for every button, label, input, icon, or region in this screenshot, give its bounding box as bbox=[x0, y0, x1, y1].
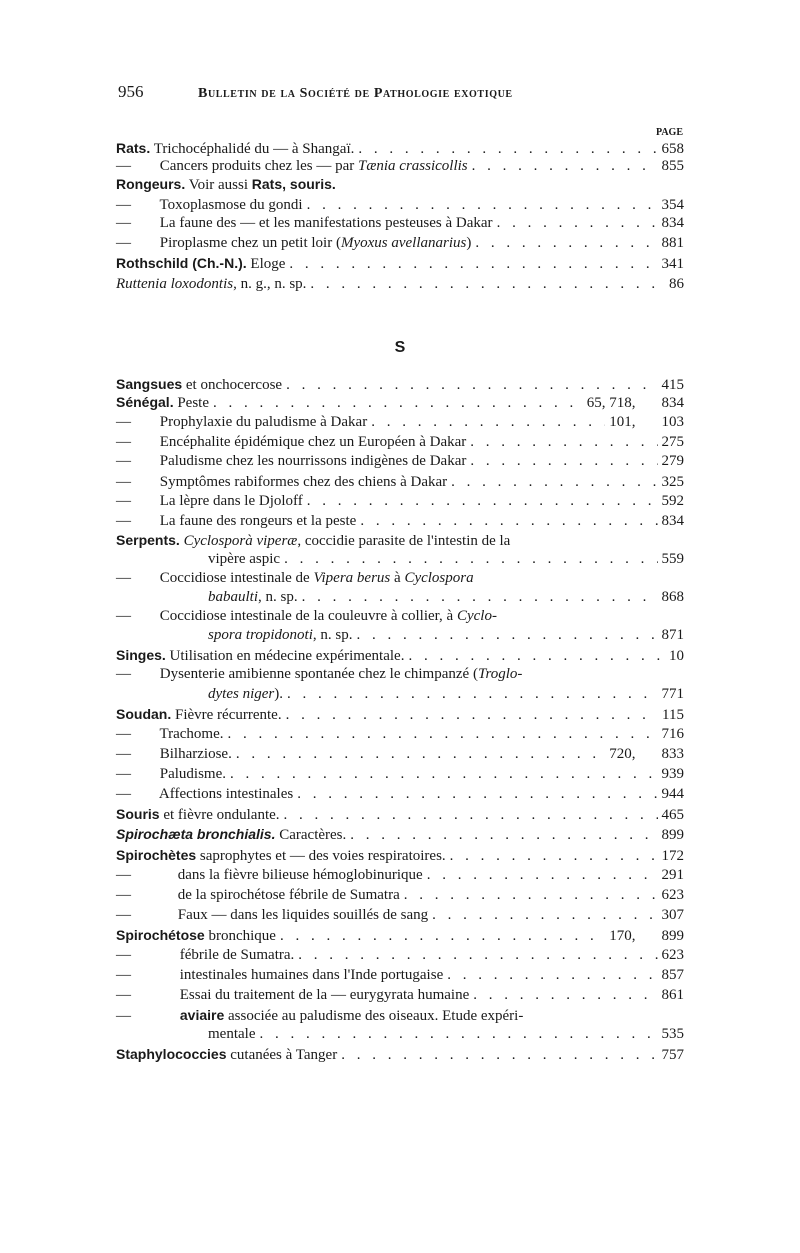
entry-dash: — bbox=[116, 513, 131, 529]
entry-head: Spirochæta bronchialis. bbox=[116, 826, 276, 842]
leader-dots bbox=[475, 234, 657, 252]
entry-text: et fièvre ondulante. bbox=[159, 807, 280, 823]
index-entry bbox=[116, 531, 684, 550]
index-entry bbox=[116, 234, 684, 252]
entry-italic: Cyclosporà viperæ bbox=[183, 533, 298, 549]
index-entry bbox=[116, 866, 684, 884]
leader-dots bbox=[228, 725, 658, 743]
entry-page: 86 bbox=[669, 276, 684, 292]
entry-page: 834 bbox=[661, 395, 684, 411]
leader-dots bbox=[289, 255, 657, 273]
entry-dash: — bbox=[116, 158, 131, 174]
leader-dots bbox=[432, 906, 657, 924]
index-entry bbox=[116, 452, 684, 470]
entry-head: Serpents. bbox=[116, 532, 180, 548]
entry-text: saprophytes et — des voies respiratoires. bbox=[196, 848, 446, 864]
entry-dash: — bbox=[116, 608, 131, 624]
entry-text: Symptômes rabiformes chez des chiens à Dakar bbox=[156, 474, 448, 490]
index-entry bbox=[116, 550, 684, 568]
entry-head: Souris bbox=[116, 806, 160, 822]
entry-text: intestinales humaines dans l'Inde portugaise bbox=[176, 967, 444, 983]
entry-page: 592 bbox=[661, 493, 684, 509]
entry-head: Singes. bbox=[116, 647, 166, 663]
leader-dots bbox=[297, 785, 657, 803]
leader-dots bbox=[298, 946, 657, 964]
index-entry bbox=[116, 886, 684, 904]
leader-dots bbox=[302, 588, 658, 606]
index-entry bbox=[116, 275, 684, 293]
entry-dash: — bbox=[116, 746, 131, 762]
leader-dots bbox=[307, 492, 658, 510]
leader-dots bbox=[287, 685, 658, 703]
index-entry bbox=[116, 926, 684, 945]
entry-page: 834 bbox=[661, 215, 684, 231]
leader-dots bbox=[286, 376, 657, 394]
index-entry bbox=[116, 906, 684, 924]
entry-italic: Troglo- bbox=[477, 666, 523, 682]
entry-dash: — bbox=[116, 474, 131, 490]
leader-dots bbox=[259, 1025, 657, 1043]
leader-dots bbox=[280, 927, 605, 945]
entry-italic: Myoxus avellanarius bbox=[340, 235, 467, 251]
entry-text: Paludisme chez les nourrissons indigènes de Dakar bbox=[156, 453, 467, 469]
entry-continuation: babaulti bbox=[208, 589, 259, 605]
entry-text: Trachome. bbox=[156, 726, 224, 742]
entry-italic: Cyclospora bbox=[404, 570, 474, 586]
entry-text: Encéphalite épidémique chez un Européen à Dakar bbox=[156, 434, 467, 450]
entry-page: 341 bbox=[661, 256, 684, 272]
entry-page: 307 bbox=[661, 907, 684, 923]
entry-page: 291 bbox=[661, 867, 684, 883]
index-entry bbox=[116, 805, 684, 824]
leader-dots bbox=[470, 433, 657, 451]
entry-continuation: vipère aspic bbox=[208, 551, 281, 567]
entry-dash: — bbox=[116, 726, 131, 742]
entry-page: 871 bbox=[661, 627, 684, 643]
entry-head: Soudan. bbox=[116, 706, 172, 722]
entry-page: 855 bbox=[661, 158, 684, 174]
entry-text: et onchocercose bbox=[182, 377, 283, 393]
entry-page: 833 bbox=[661, 746, 684, 762]
entry-text: Bilharziose. bbox=[156, 746, 232, 762]
entry-italic: Vipera berus bbox=[313, 570, 391, 586]
index-entry bbox=[116, 785, 684, 803]
entry-text: Peste bbox=[173, 395, 210, 411]
leader-dots bbox=[307, 196, 658, 214]
entry-italic: Ruttenia loxodontis bbox=[116, 276, 234, 292]
entry-page: 535 bbox=[661, 1026, 684, 1042]
leader-dots bbox=[310, 275, 660, 293]
entry-page-mid: 101, bbox=[609, 414, 636, 430]
entry-dash: — bbox=[116, 235, 131, 251]
index-entry bbox=[116, 825, 684, 844]
entry-bold: Rats, souris. bbox=[251, 176, 336, 192]
entry-text: Eloge bbox=[246, 256, 286, 272]
section-letter: S bbox=[394, 339, 406, 356]
entry-text: à bbox=[390, 570, 405, 586]
index-entry bbox=[116, 745, 684, 763]
entry-dash: — bbox=[116, 493, 131, 509]
running-head: Bulletin de la Société de Pathologie exotique bbox=[198, 86, 513, 101]
entry-page: 939 bbox=[661, 766, 684, 782]
index-entry bbox=[116, 986, 684, 1004]
entry-dash: — bbox=[116, 766, 131, 782]
index-entry bbox=[116, 588, 684, 606]
entry-dash: — bbox=[116, 1008, 131, 1024]
entry-dash: — bbox=[116, 907, 131, 923]
entry-head: Spirochétose bbox=[116, 927, 205, 943]
entry-page: 275 bbox=[661, 434, 684, 450]
entry-continuation-tail: ). bbox=[274, 686, 283, 702]
index-entry bbox=[116, 375, 684, 394]
entry-page-mid: 65, 718, bbox=[586, 395, 636, 411]
index-entry bbox=[116, 665, 684, 683]
entry-head: Rongeurs. bbox=[116, 176, 186, 192]
entry-text: Prophylaxie du paludisme à Dakar bbox=[156, 414, 368, 430]
entry-dash: — bbox=[116, 197, 131, 213]
entry-dash: — bbox=[116, 947, 131, 963]
entry-text: cutanées à Tanger bbox=[226, 1047, 338, 1063]
entry-text: Paludisme. bbox=[156, 766, 226, 782]
entry-dash: — bbox=[116, 967, 131, 983]
index-entry bbox=[116, 214, 684, 232]
index-entry bbox=[116, 569, 684, 587]
leader-dots bbox=[447, 966, 657, 984]
entry-page: 103 bbox=[661, 414, 684, 430]
leader-dots bbox=[284, 550, 657, 568]
entry-page: 881 bbox=[661, 235, 684, 251]
entry-page: 115 bbox=[662, 707, 684, 723]
entry-page: 559 bbox=[661, 551, 684, 567]
index-entry bbox=[116, 254, 684, 273]
index-entry bbox=[116, 846, 684, 865]
page-column-label: PAGE bbox=[655, 127, 683, 138]
index-entry bbox=[116, 413, 684, 431]
leader-dots bbox=[350, 826, 657, 844]
entry-page: 868 bbox=[661, 589, 684, 605]
index-entry bbox=[116, 646, 684, 665]
leader-dots bbox=[404, 886, 658, 904]
entry-page: 465 bbox=[661, 807, 684, 823]
leader-dots bbox=[341, 1046, 657, 1064]
entry-page: 10 bbox=[669, 648, 684, 664]
entry-head: Sangsues bbox=[116, 376, 183, 392]
entry-text: de la spirochétose fébrile de Sumatra bbox=[174, 887, 400, 903]
index-entry bbox=[116, 1045, 684, 1064]
entry-italic: Tænia crassicollis bbox=[358, 158, 468, 174]
entry-page: 771 bbox=[661, 686, 684, 702]
entry-page: 172 bbox=[661, 848, 684, 864]
index-entry bbox=[116, 685, 684, 703]
entry-text: , coccidie parasite de l'intestin de la bbox=[297, 533, 511, 549]
leader-dots bbox=[371, 413, 605, 431]
index-entry bbox=[116, 765, 684, 783]
entry-page: 658 bbox=[661, 141, 684, 157]
entry-page: 899 bbox=[661, 827, 684, 843]
entry-text: Coccidiose intestinale de la couleuvre à collier, à bbox=[156, 608, 457, 624]
entry-text: fébrile de Sumatra. bbox=[176, 947, 295, 963]
entry-page: 861 bbox=[661, 987, 684, 1003]
entry-dash: — bbox=[116, 867, 131, 883]
entry-text: Faux — dans les liquides souillés de sang bbox=[174, 907, 429, 923]
entry-bold: aviaire bbox=[176, 1007, 225, 1023]
entry-page: 623 bbox=[661, 947, 684, 963]
index-entry bbox=[116, 196, 684, 214]
entry-dash: — bbox=[116, 987, 131, 1003]
entry-text: Voir aussi bbox=[185, 177, 252, 193]
entry-text: Dysenterie amibienne spontanée chez le chimpanzé ( bbox=[156, 666, 478, 682]
entry-text: Fièvre récurrente. bbox=[171, 707, 282, 723]
leader-dots bbox=[472, 157, 658, 175]
index-entry bbox=[116, 473, 684, 491]
leader-dots bbox=[408, 647, 660, 665]
entry-page: 623 bbox=[661, 887, 684, 903]
page-number: 956 bbox=[118, 82, 144, 101]
entry-page-mid: 170, bbox=[609, 928, 636, 944]
entry-text: ) bbox=[466, 235, 472, 251]
entry-continuation: dytes niger bbox=[208, 686, 275, 702]
leader-dots bbox=[473, 986, 657, 1004]
index-entry bbox=[116, 1025, 684, 1043]
leader-dots bbox=[470, 452, 657, 470]
entry-text: associée au paludisme des oiseaux. Etude expéri- bbox=[224, 1008, 524, 1024]
entry-text: Piroplasme chez un petit loir ( bbox=[156, 235, 341, 251]
entry-text: Essai du traitement de la — eurygyrata humaine bbox=[176, 987, 470, 1003]
index-entry bbox=[116, 725, 684, 743]
entry-text: Utilisation en médecine expérimentale. bbox=[165, 648, 405, 664]
entry-page: 944 bbox=[661, 786, 684, 802]
leader-dots bbox=[427, 866, 658, 884]
index-entry bbox=[116, 157, 684, 175]
index-entry bbox=[116, 492, 684, 510]
entry-page: 757 bbox=[661, 1047, 684, 1063]
entry-dash: — bbox=[116, 887, 131, 903]
leader-dots bbox=[451, 473, 657, 491]
entry-continuation-tail: , n. sp. bbox=[258, 589, 298, 605]
index-entry bbox=[116, 705, 684, 724]
entry-dash: — bbox=[116, 570, 131, 586]
entry-continuation-tail: , n. sp. bbox=[312, 627, 353, 643]
index-entry bbox=[116, 966, 684, 984]
index-entry bbox=[116, 946, 684, 964]
entry-dash: — bbox=[116, 414, 131, 430]
entry-page: 415 bbox=[661, 377, 684, 393]
index-entry bbox=[116, 175, 684, 194]
entry-page: 716 bbox=[661, 726, 684, 742]
entry-head: Rothschild (Ch.-N.). bbox=[116, 255, 247, 271]
entry-dash: — bbox=[116, 786, 131, 802]
leader-dots bbox=[360, 512, 657, 530]
entry-text: Caractères. bbox=[275, 827, 347, 843]
entry-head: Rats. bbox=[116, 140, 151, 156]
leader-dots bbox=[213, 394, 583, 412]
entry-page: 325 bbox=[661, 474, 684, 490]
leader-dots bbox=[356, 626, 657, 644]
entry-page: 354 bbox=[661, 197, 684, 213]
entry-dash: — bbox=[116, 666, 131, 682]
leader-dots bbox=[286, 706, 658, 724]
index-entry bbox=[116, 626, 684, 644]
entry-dash: — bbox=[116, 453, 131, 469]
entry-text: La lèpre dans le Djoloff bbox=[156, 493, 303, 509]
entry-text: bronchique bbox=[204, 928, 276, 944]
leader-dots bbox=[497, 214, 658, 232]
leader-dots bbox=[450, 847, 658, 865]
index-entry bbox=[116, 512, 684, 530]
index-entry bbox=[116, 607, 684, 625]
entry-page: 279 bbox=[661, 453, 684, 469]
entry-head: Staphylococcies bbox=[116, 1046, 227, 1062]
entry-continuation: mentale bbox=[208, 1026, 256, 1042]
entry-dash: — bbox=[116, 434, 131, 450]
leader-dots bbox=[236, 745, 605, 763]
index-entry bbox=[116, 139, 684, 158]
leader-dots bbox=[358, 140, 657, 158]
entry-page: 857 bbox=[661, 967, 684, 983]
index-entry bbox=[116, 393, 684, 412]
index-entry bbox=[116, 433, 684, 451]
leader-dots bbox=[284, 806, 658, 824]
entry-head: Sénégal. bbox=[116, 394, 174, 410]
entry-dash: — bbox=[116, 215, 131, 231]
entry-text: dans la fièvre bilieuse hémoglobinurique bbox=[174, 867, 423, 883]
leader-dots bbox=[230, 765, 658, 783]
entry-text: La faune des rongeurs et la peste bbox=[156, 513, 357, 529]
entry-italic: Cyclo- bbox=[456, 608, 497, 624]
entry-text: , n. g., n. sp. bbox=[233, 276, 307, 292]
entry-head: Spirochètes bbox=[116, 847, 197, 863]
index-entry bbox=[116, 1006, 684, 1025]
entry-page: 834 bbox=[661, 513, 684, 529]
entry-page: 899 bbox=[661, 928, 684, 944]
entry-text: Toxoplasmose du gondi bbox=[156, 197, 303, 213]
entry-text: Affections intestinales bbox=[156, 786, 294, 802]
entry-text: Trichocéphalidé du — à Shangaï. bbox=[150, 141, 355, 157]
entry-text: Cancers produits chez les — par bbox=[156, 158, 359, 174]
entry-continuation: spora tropidonoti bbox=[208, 627, 313, 643]
entry-page-mid: 720, bbox=[609, 746, 636, 762]
entry-text: Coccidiose intestinale de bbox=[156, 570, 314, 586]
entry-text: La faune des — et les manifestations pesteuses à Dakar bbox=[156, 215, 493, 231]
